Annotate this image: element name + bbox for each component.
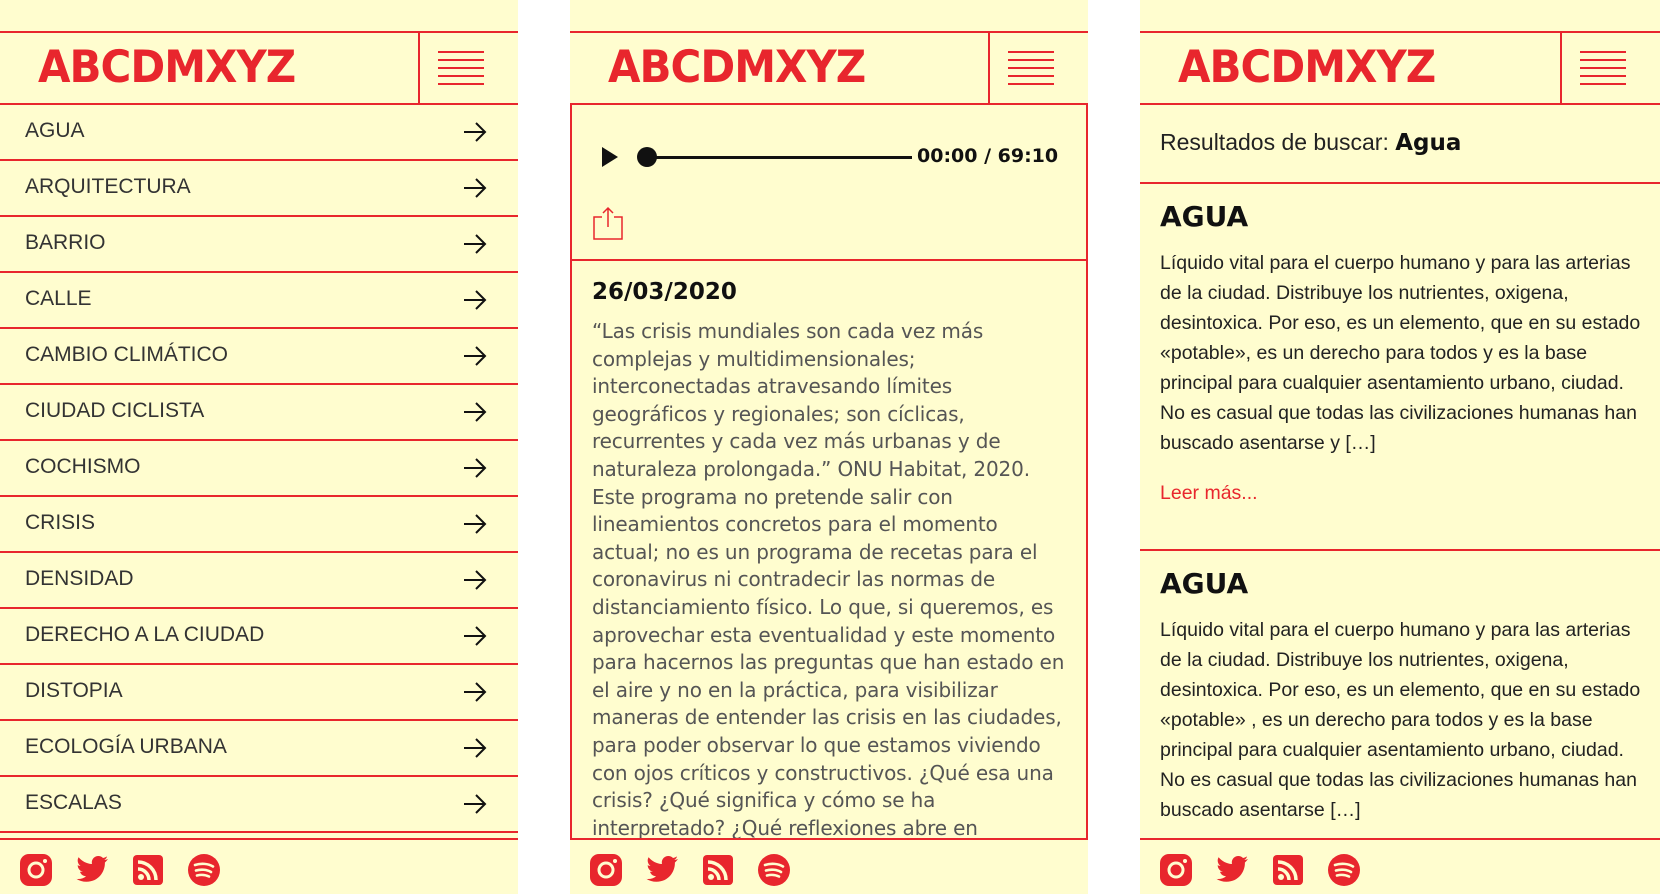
list-item-label: CRISIS <box>25 511 96 534</box>
list-item[interactable] <box>0 273 518 329</box>
list-item-label: ECOLOGÍA URBANA <box>25 735 227 758</box>
rss-icon[interactable] <box>130 852 166 888</box>
progress-handle[interactable] <box>637 147 657 167</box>
list-item[interactable] <box>0 553 518 609</box>
logo[interactable]: ABCDMXYZ <box>608 41 866 93</box>
result-excerpt: Líquido vital para el cuerpo humano y para las arterias de la ciudad. Distribuye los nutrientes, oxigena, desintoxica. Por eso, es un elemento, que en su estado «potable», es un derecho para todos y es la base principal para cualquier asentamiento urbano, ciudad. No es casual que todas las civilizaciones humanas han buscado asentarse y […] <box>1160 252 1641 454</box>
arrow-right-icon <box>462 231 488 257</box>
footer <box>0 838 518 894</box>
arrow-right-icon <box>462 175 488 201</box>
footer <box>1140 838 1660 894</box>
instagram-icon[interactable] <box>1158 852 1194 888</box>
header <box>570 31 1088 105</box>
read-more-link[interactable]: Leer más... <box>1160 482 1258 504</box>
list-item-label: DERECHO A LA CIUDAD <box>25 623 265 646</box>
screen-search-results <box>1140 0 1660 894</box>
play-icon[interactable] <box>602 147 618 167</box>
arrow-right-icon <box>462 679 488 705</box>
twitter-icon[interactable] <box>1214 852 1250 888</box>
twitter-icon[interactable] <box>74 852 110 888</box>
episode-article <box>570 261 1088 838</box>
result-card <box>1140 549 1660 838</box>
share-icon[interactable] <box>592 205 624 241</box>
list-item[interactable] <box>0 497 518 553</box>
arrow-right-icon <box>462 567 488 593</box>
list-item-label: AGUA <box>25 119 85 142</box>
search-prefix: Resultados de buscar: <box>1160 129 1389 155</box>
list-item-label: CAMBIO CLIMÁTICO <box>25 343 229 366</box>
hamburger-icon <box>1008 51 1054 87</box>
list-item-label: ESCALAS <box>25 791 122 814</box>
list-item[interactable] <box>0 441 518 497</box>
list-item[interactable] <box>0 329 518 385</box>
list-item[interactable] <box>0 217 518 273</box>
menu-button[interactable] <box>988 31 1088 105</box>
hamburger-icon <box>438 51 484 87</box>
list-item[interactable] <box>0 777 518 833</box>
rss-icon[interactable] <box>700 852 736 888</box>
list-item[interactable] <box>0 105 518 161</box>
result-title[interactable]: AGUA <box>1160 200 1249 233</box>
time-readout: 00:00 / 69:10 <box>917 145 1059 167</box>
list-item-label: CALLE <box>25 287 92 310</box>
screen-episode <box>570 0 1088 894</box>
result-card <box>1140 182 1660 549</box>
arrow-right-icon <box>462 343 488 369</box>
list-item-label: DISTOPIA <box>25 679 123 702</box>
spotify-icon[interactable] <box>1326 852 1362 888</box>
list-item[interactable] <box>0 609 518 665</box>
search-summary <box>1160 129 1461 156</box>
search-term: Agua <box>1395 130 1462 156</box>
arrow-right-icon <box>462 623 488 649</box>
twitter-icon[interactable] <box>644 852 680 888</box>
arrow-right-icon <box>462 511 488 537</box>
instagram-icon[interactable] <box>588 852 624 888</box>
logo[interactable]: ABCDMXYZ <box>1178 41 1436 93</box>
spotify-icon[interactable] <box>756 852 792 888</box>
topic-list <box>0 105 518 833</box>
episode-date: 26/03/2020 <box>592 279 737 305</box>
hamburger-icon <box>1580 51 1626 87</box>
list-item-label: BARRIO <box>25 231 106 254</box>
instagram-icon[interactable] <box>18 852 54 888</box>
audio-player <box>570 105 1088 261</box>
arrow-right-icon <box>462 399 488 425</box>
spotify-icon[interactable] <box>186 852 222 888</box>
arrow-right-icon <box>462 791 488 817</box>
header <box>0 31 518 105</box>
list-item[interactable] <box>0 721 518 777</box>
header <box>1140 31 1660 105</box>
list-item[interactable] <box>0 665 518 721</box>
menu-button[interactable] <box>418 31 518 105</box>
list-item-label: COCHISMO <box>25 455 141 478</box>
footer <box>570 838 1088 894</box>
list-item-label: CIUDAD CICLISTA <box>25 399 205 422</box>
arrow-right-icon <box>462 735 488 761</box>
arrow-right-icon <box>462 287 488 313</box>
logo[interactable]: ABCDMXYZ <box>38 41 296 93</box>
list-item-label: ARQUITECTURA <box>25 175 191 198</box>
screen-menu <box>0 0 518 894</box>
list-item-label: DENSIDAD <box>25 567 134 590</box>
list-item[interactable] <box>0 161 518 217</box>
progress-track[interactable] <box>640 156 912 159</box>
list-item[interactable] <box>0 385 518 441</box>
arrow-right-icon <box>462 119 488 145</box>
rss-icon[interactable] <box>1270 852 1306 888</box>
arrow-right-icon <box>462 455 488 481</box>
episode-description: “Las crisis mundiales son cada vez más complejas y multidimensionales; interconectadas atravesando límites geográficos y regionales; son cíclicas, recurrentes y cada vez más urbanas y de naturaleza prolongada.” ONU Habitat, 2020. Este programa no pretende salir con lineamientos concretos para el momento actual; no es un programa de recetas para el coronavirus ni contradecir las normas de distanciamiento físico. Lo que, si queremos, es aprovechar esta eventualidad y este momento para hacernos las preguntas que han estado en el aire y no en la práctica, para visibilizar maneras de entender las crisis en las ciudades, para poder observar lo que estamos viviendo con ojos críticos y constructivos. ¿Qué esa una crisis? ¿Qué significa y cómo se ha interpretado? ¿Qué reflexiones abre en <box>592 319 1065 838</box>
menu-button[interactable] <box>1560 31 1660 105</box>
result-title[interactable]: AGUA <box>1160 567 1249 600</box>
result-excerpt: Líquido vital para el cuerpo humano y para las arterias de la ciudad. Distribuye los nutrientes, oxigena, desintoxica. Por eso, es un elemento, que en su estado «potable» , es un derecho para todos y es la base principal para cualquier asentamiento urbano, ciudad. No es casual que todas las civilizaciones humanas han buscado asentarse […] <box>1160 619 1641 821</box>
